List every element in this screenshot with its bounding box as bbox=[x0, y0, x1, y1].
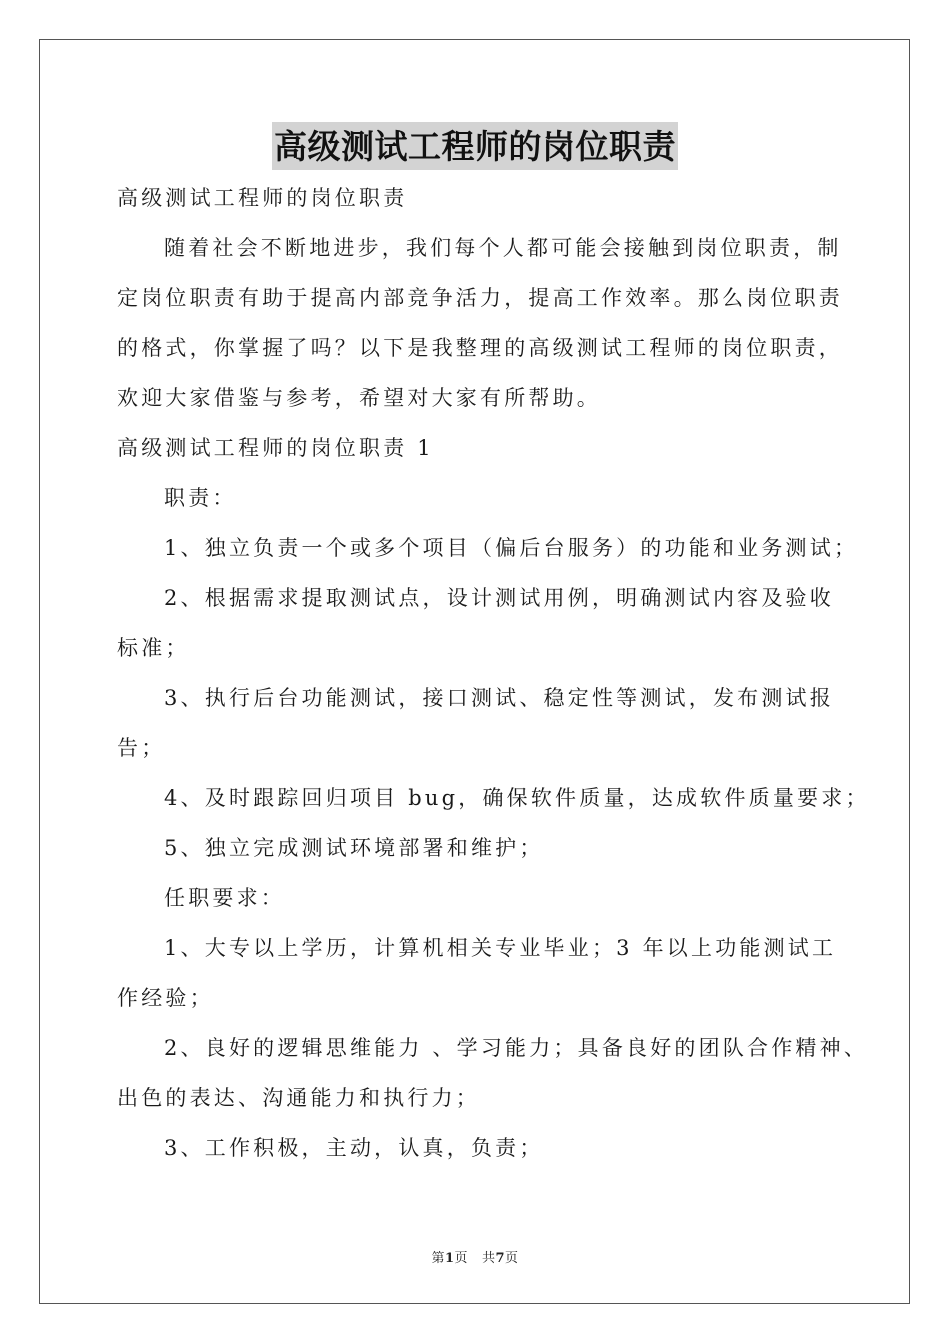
paragraph-line: 的格式，你掌握了吗？以下是我整理的高级测试工程师的岗位职责， bbox=[117, 336, 843, 360]
section-heading: 高级测试工程师的岗位职责 1 bbox=[117, 436, 434, 460]
list-item-continuation: 标准； bbox=[117, 636, 190, 660]
document-title: 高级测试工程师的岗位职责 bbox=[272, 122, 678, 170]
list-item: 4、及时跟踪回归项目 bug，确保软件质量，达成软件质量要求； bbox=[164, 786, 870, 810]
footer-middle: 页 共 bbox=[454, 1251, 496, 1266]
footer-prefix: 第 bbox=[431, 1251, 445, 1266]
list-item: 2、良好的逻辑思维能力 、学习能力；具备良好的团队合作精神、 bbox=[164, 1036, 869, 1060]
page-footer bbox=[0, 1247, 950, 1266]
list-item-continuation: 出色的表达、沟通能力和执行力； bbox=[117, 1086, 480, 1110]
page-border bbox=[39, 39, 910, 1304]
section-heading: 高级测试工程师的岗位职责 bbox=[117, 186, 408, 210]
subsection-label: 职责： bbox=[164, 486, 237, 510]
footer-page-number: 1 bbox=[445, 1251, 455, 1266]
list-item: 2、根据需求提取测试点，设计测试用例，明确测试内容及验收 bbox=[164, 586, 834, 610]
list-item: 3、执行后台功能测试，接口测试、稳定性等测试，发布测试报 bbox=[164, 686, 834, 710]
list-item: 1、大专以上学历，计算机相关专业毕业；3 年以上功能测试工 bbox=[164, 936, 837, 960]
list-item-continuation: 告； bbox=[117, 736, 166, 760]
footer-total-pages: 7 bbox=[495, 1251, 505, 1266]
footer-suffix: 页 bbox=[505, 1251, 519, 1266]
list-item: 3、工作积极，主动，认真，负责； bbox=[164, 1136, 544, 1160]
paragraph-line: 欢迎大家借鉴与参考，希望对大家有所帮助。 bbox=[117, 386, 601, 410]
title-container bbox=[0, 122, 950, 170]
subsection-label: 任职要求： bbox=[164, 886, 285, 910]
paragraph-line: 定岗位职责有助于提高内部竞争活力，提高工作效率。那么岗位职责 bbox=[117, 286, 843, 310]
list-item: 1、独立负责一个或多个项目（偏后台服务）的功能和业务测试； bbox=[164, 536, 859, 560]
list-item-continuation: 作经验； bbox=[117, 986, 214, 1010]
list-item: 5、独立完成测试环境部署和维护； bbox=[164, 836, 544, 860]
paragraph-line: 随着社会不断地进步，我们每个人都可能会接触到岗位职责，制 bbox=[164, 236, 842, 260]
